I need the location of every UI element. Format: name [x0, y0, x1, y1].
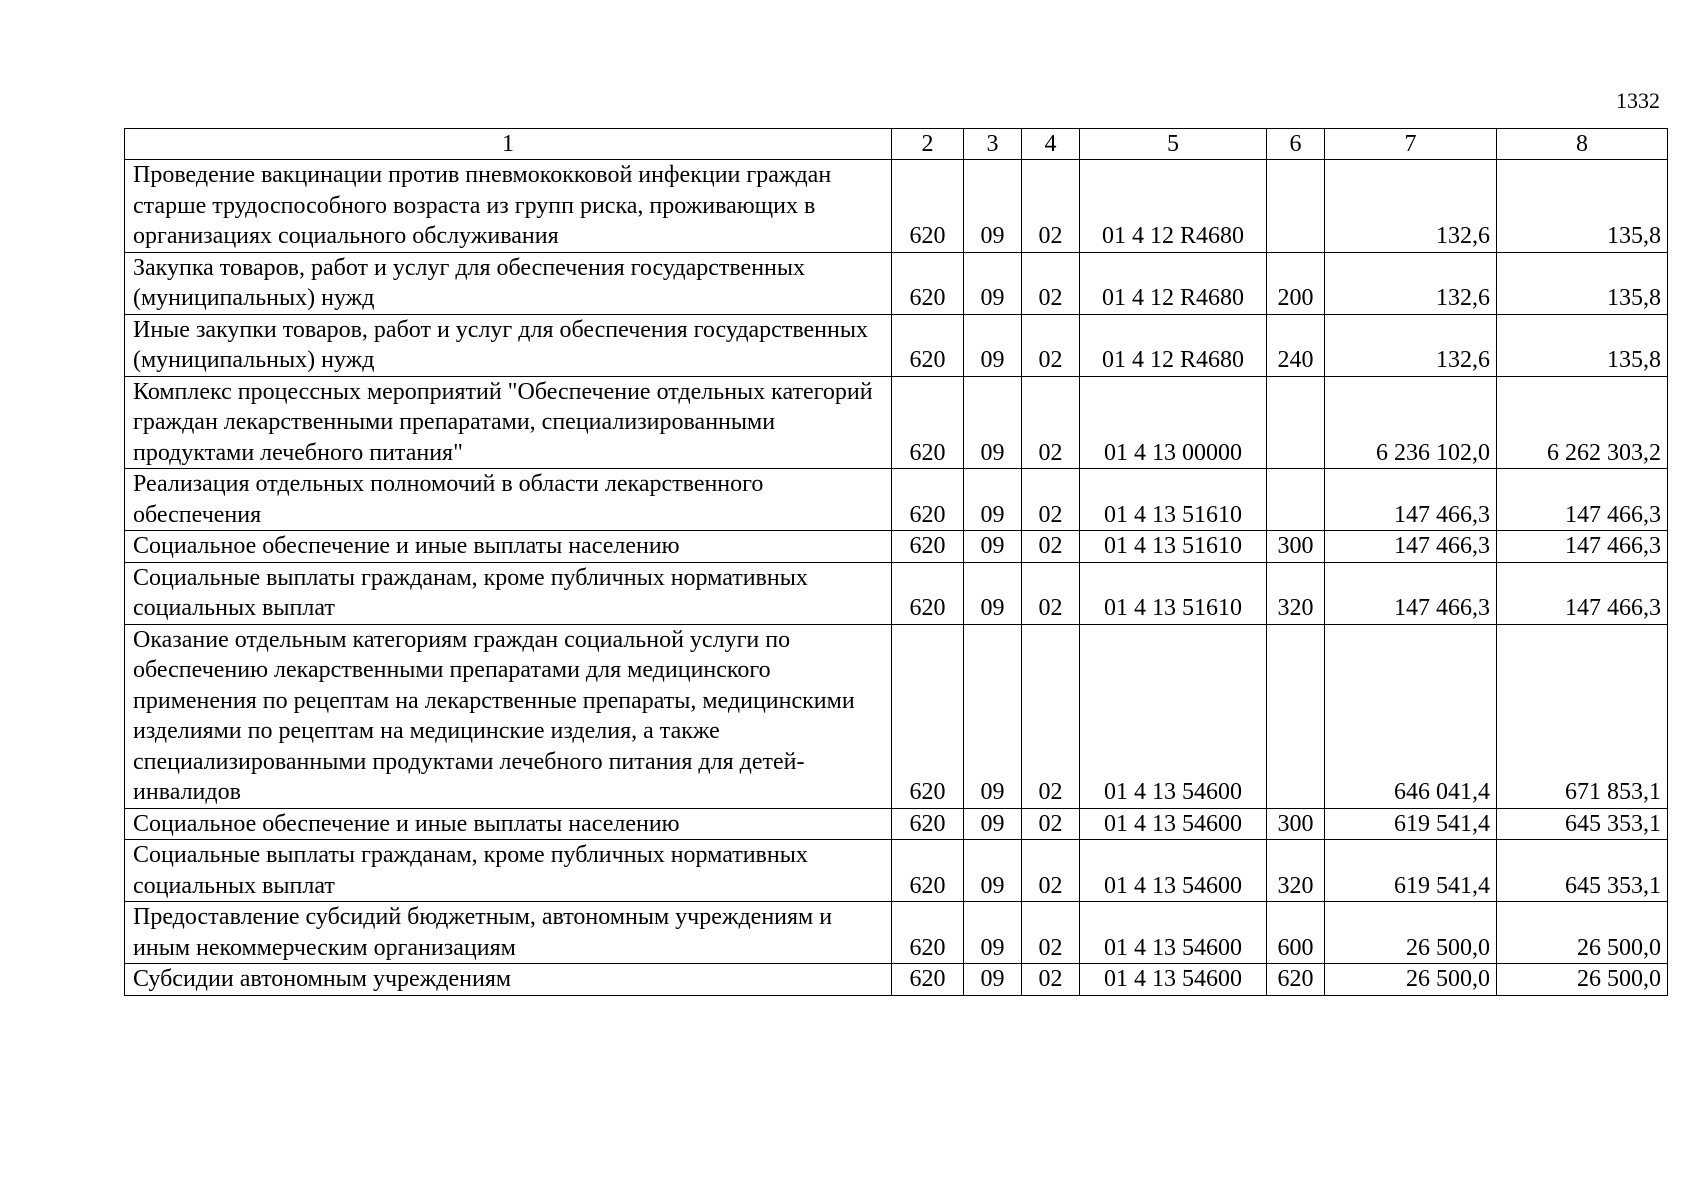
amount-col-7: 132,6 — [1325, 252, 1497, 314]
amount-col-8: 147 466,3 — [1497, 531, 1668, 563]
expense-description: Оказание отдельным категориям граждан социальной услуги по обеспечению лекарственными препаратами для медицинского применения по рецептам на лекарственные препараты, медицинскими изделиями по рецептам на медицинские изделия, а также специализированными продуктами лечебного питания для детей-инвалидов — [125, 624, 892, 808]
expense-description: Социальные выплаты гражданам, кроме публичных нормативных социальных выплат — [125, 840, 892, 902]
table-row — [125, 902, 1668, 964]
header-cell-2: 2 — [892, 129, 964, 160]
amount-col-7: 132,6 — [1325, 314, 1497, 376]
target-article-code: 01 4 12 R4680 — [1080, 252, 1267, 314]
amount-col-8: 645 353,1 — [1497, 840, 1668, 902]
amount-col-8: 135,8 — [1497, 160, 1668, 253]
expense-type-code — [1267, 624, 1325, 808]
subsection-code: 02 — [1022, 160, 1080, 253]
expense-description: Социальное обеспечение и иные выплаты населению — [125, 531, 892, 563]
subsection-code: 02 — [1022, 562, 1080, 624]
amount-col-8: 26 500,0 — [1497, 902, 1668, 964]
section-code: 09 — [964, 840, 1022, 902]
section-code: 09 — [964, 314, 1022, 376]
subsection-code: 02 — [1022, 469, 1080, 531]
header-cell-6: 6 — [1267, 129, 1325, 160]
subsection-code: 02 — [1022, 902, 1080, 964]
expense-type-code: 240 — [1267, 314, 1325, 376]
table-row — [125, 624, 1668, 808]
expense-type-code — [1267, 376, 1325, 469]
expense-description: Социальные выплаты гражданам, кроме публичных нормативных социальных выплат — [125, 562, 892, 624]
section-code: 09 — [964, 531, 1022, 563]
subsection-code: 02 — [1022, 808, 1080, 840]
subsection-code: 02 — [1022, 531, 1080, 563]
ministry-code: 620 — [892, 160, 964, 253]
subsection-code: 02 — [1022, 964, 1080, 996]
amount-col-8: 671 853,1 — [1497, 624, 1668, 808]
header-cell-1: 1 — [125, 129, 892, 160]
amount-col-8: 135,8 — [1497, 314, 1668, 376]
amount-col-8: 147 466,3 — [1497, 469, 1668, 531]
target-article-code: 01 4 13 51610 — [1080, 531, 1267, 563]
subsection-code: 02 — [1022, 624, 1080, 808]
target-article-code: 01 4 13 54600 — [1080, 840, 1267, 902]
expense-type-code: 620 — [1267, 964, 1325, 996]
ministry-code: 620 — [892, 808, 964, 840]
expense-type-code — [1267, 469, 1325, 531]
amount-col-7: 619 541,4 — [1325, 840, 1497, 902]
target-article-code: 01 4 13 54600 — [1080, 808, 1267, 840]
target-article-code: 01 4 13 54600 — [1080, 964, 1267, 996]
ministry-code: 620 — [892, 840, 964, 902]
expense-type-code: 320 — [1267, 840, 1325, 902]
header-cell-7: 7 — [1325, 129, 1497, 160]
target-article-code: 01 4 13 51610 — [1080, 562, 1267, 624]
amount-col-7: 646 041,4 — [1325, 624, 1497, 808]
ministry-code: 620 — [892, 964, 964, 996]
section-code: 09 — [964, 376, 1022, 469]
ministry-code: 620 — [892, 314, 964, 376]
table-row — [125, 808, 1668, 840]
header-cell-3: 3 — [964, 129, 1022, 160]
expense-type-code: 600 — [1267, 902, 1325, 964]
expense-description: Социальное обеспечение и иные выплаты населению — [125, 808, 892, 840]
budget-table — [124, 128, 1668, 996]
header-cell-5: 5 — [1080, 129, 1267, 160]
target-article-code: 01 4 13 00000 — [1080, 376, 1267, 469]
ministry-code: 620 — [892, 531, 964, 563]
expense-description: Комплекс процессных мероприятий "Обеспечение отдельных категорий граждан лекарственными препаратами, специализированными продуктами лечебного питания" — [125, 376, 892, 469]
table-row — [125, 840, 1668, 902]
amount-col-7: 132,6 — [1325, 160, 1497, 253]
amount-col-8: 26 500,0 — [1497, 964, 1668, 996]
ministry-code: 620 — [892, 376, 964, 469]
expense-type-code: 300 — [1267, 531, 1325, 563]
amount-col-8: 135,8 — [1497, 252, 1668, 314]
target-article-code: 01 4 13 54600 — [1080, 624, 1267, 808]
ministry-code: 620 — [892, 902, 964, 964]
amount-col-7: 26 500,0 — [1325, 902, 1497, 964]
section-code: 09 — [964, 252, 1022, 314]
amount-col-8: 147 466,3 — [1497, 562, 1668, 624]
target-article-code: 01 4 12 R4680 — [1080, 314, 1267, 376]
expense-type-code — [1267, 160, 1325, 253]
ministry-code: 620 — [892, 252, 964, 314]
expense-description: Закупка товаров, работ и услуг для обеспечения государственных (муниципальных) нужд — [125, 252, 892, 314]
page-number: 1332 — [1616, 88, 1660, 113]
section-code: 09 — [964, 160, 1022, 253]
header-cell-4: 4 — [1022, 129, 1080, 160]
subsection-code: 02 — [1022, 840, 1080, 902]
table-body — [125, 160, 1668, 996]
ministry-code: 620 — [892, 469, 964, 531]
subsection-code: 02 — [1022, 314, 1080, 376]
amount-col-7: 147 466,3 — [1325, 469, 1497, 531]
target-article-code: 01 4 13 54600 — [1080, 902, 1267, 964]
section-code: 09 — [964, 469, 1022, 531]
table-row — [125, 562, 1668, 624]
amount-col-8: 645 353,1 — [1497, 808, 1668, 840]
table-row — [125, 252, 1668, 314]
table-row — [125, 469, 1668, 531]
amount-col-7: 619 541,4 — [1325, 808, 1497, 840]
amount-col-7: 26 500,0 — [1325, 964, 1497, 996]
amount-col-8: 6 262 303,2 — [1497, 376, 1668, 469]
subsection-code: 02 — [1022, 252, 1080, 314]
section-code: 09 — [964, 624, 1022, 808]
section-code: 09 — [964, 902, 1022, 964]
amount-col-7: 147 466,3 — [1325, 531, 1497, 563]
table-row — [125, 964, 1668, 996]
table-row — [125, 531, 1668, 563]
expense-description: Иные закупки товаров, работ и услуг для обеспечения государственных (муниципальных) нужд — [125, 314, 892, 376]
ministry-code: 620 — [892, 624, 964, 808]
expense-description: Субсидии автономным учреждениям — [125, 964, 892, 996]
section-code: 09 — [964, 964, 1022, 996]
target-article-code: 01 4 13 51610 — [1080, 469, 1267, 531]
ministry-code: 620 — [892, 562, 964, 624]
table-row — [125, 314, 1668, 376]
expense-type-code: 300 — [1267, 808, 1325, 840]
table-row — [125, 376, 1668, 469]
section-code: 09 — [964, 808, 1022, 840]
target-article-code: 01 4 12 R4680 — [1080, 160, 1267, 253]
header-cell-8: 8 — [1497, 129, 1668, 160]
table-header-row — [125, 129, 1668, 160]
expense-type-code: 200 — [1267, 252, 1325, 314]
expense-description: Предоставление субсидий бюджетным, автономным учреждениям и иным некоммерческим организациям — [125, 902, 892, 964]
amount-col-7: 147 466,3 — [1325, 562, 1497, 624]
section-code: 09 — [964, 562, 1022, 624]
subsection-code: 02 — [1022, 376, 1080, 469]
expense-description: Реализация отдельных полномочий в области лекарственного обеспечения — [125, 469, 892, 531]
table-row — [125, 160, 1668, 253]
expense-description: Проведение вакцинации против пневмококковой инфекции граждан старше трудоспособного возраста из групп риска, проживающих в организациях социального обслуживания — [125, 160, 892, 253]
amount-col-7: 6 236 102,0 — [1325, 376, 1497, 469]
expense-type-code: 320 — [1267, 562, 1325, 624]
